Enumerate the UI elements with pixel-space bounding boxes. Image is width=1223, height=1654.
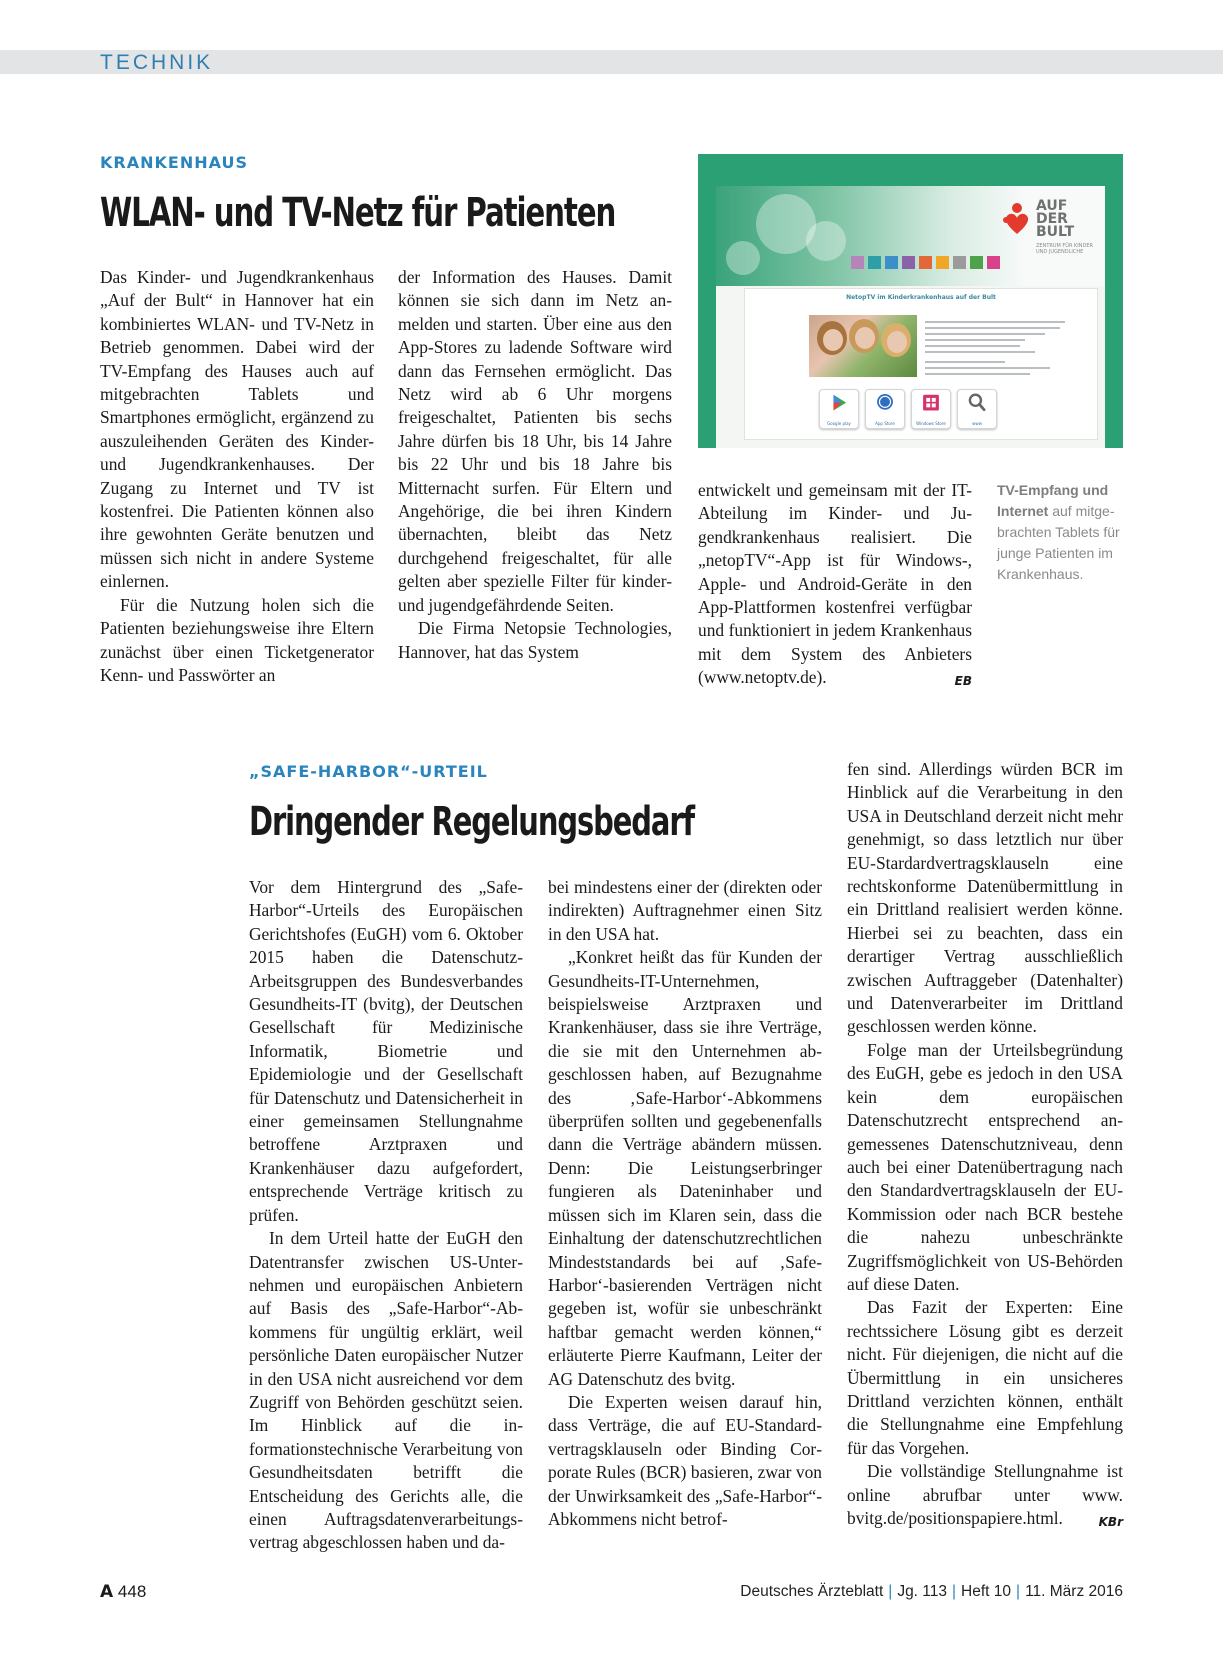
article2-column-2 (548, 876, 822, 1531)
article2-col1-para-1: Vor dem Hintergrund des „Safe-Harbor“-Urteils des Europäischen Gerichtshofes (EuGH) vom 6. Oktober 2015 haben die Datenschutz-Arbeitsgruppen des Bundesverbandes Gesundheits-IT (bvitg), der Deutschen Gesellschaft für Medizinische Informatik, Biometrie und Epidemiologie und der Gesellschaft für Datenschutz und Datensicherheit in einer gemeinsamen Stellungnahme betroffene Arztpraxen und Krankenhäuser dazu aufgefordert, entsprechende Verträge kritisch zu prüfen. (249, 877, 523, 1225)
article2-col2-para-2: „Konkret heißt das für Kunden der Gesundheits-IT-Unternehmen, beispielsweise Arztpraxen und Krankenhäuser, dass sie ihre Verträge, die sie mit den Unternehmen abgeschlossen haben, auf Bezugnahme des ‚Safe-Harbor‘-Abkommens überprüfen sollten und gegebenenfalls dann die Verträge abändern müssen. Denn: Die Leistungserbringer fungieren als Dateninhaber und müssen sich im Klaren sein, dass die Einhaltung der datenschutzrechtlichen Mindeststandards bei auf ‚Safe-Harbor‘-basierenden Verträgen nicht gegeben ist, wofür sie unbeschränkt haftbar gemacht werden können,“ erläuterte Pierre Kaufmann, Leiter der AG Datenschutz des bvitg. (548, 947, 822, 1389)
text-line (925, 327, 1060, 329)
text-line (925, 351, 1035, 353)
website-content-box (744, 288, 1098, 440)
google-play-button[interactable] (819, 389, 859, 429)
color-swatch (919, 256, 932, 269)
article1-figure (698, 154, 1123, 448)
windows-store-button[interactable] (911, 389, 951, 429)
journal-date: 11. März 2016 (1025, 1583, 1123, 1600)
footer-separator: | (888, 1583, 893, 1600)
color-swatch (987, 256, 1000, 269)
web-button[interactable] (957, 389, 997, 429)
article1-signature: EB (954, 674, 972, 689)
article2-col2-para-1: bei mindestens einer der (direkten oder indirekten) Auftragnehmer einen Sitz in den USA hat. (548, 877, 822, 944)
logo-line: BULT (1036, 224, 1075, 240)
color-swatch (868, 256, 881, 269)
article1-column-2 (398, 266, 672, 664)
article2-title: Dringender Regelungsbedarf (249, 799, 695, 845)
color-swatch (970, 256, 983, 269)
color-swatch (851, 256, 864, 269)
logo-line: AUF (1036, 198, 1068, 214)
article2-kicker: „SAFE-HARBOR“-URTEIL (249, 762, 488, 781)
website-screenshot (716, 186, 1105, 448)
website-heading: NetopTV im Kinderkrankenhaus auf der Bult (846, 294, 996, 301)
banner-bubble (726, 241, 760, 275)
app-store-button[interactable] (865, 389, 905, 429)
journal-info (740, 1583, 1123, 1601)
page-number (100, 1582, 146, 1602)
color-swatch (902, 256, 915, 269)
article2-col3-para-4: Die vollständige Stellungnahme ist online abrufbar unter www. bvitg.de/positionspapiere.html. (847, 1461, 1123, 1528)
article2-column-3 (847, 758, 1123, 1534)
article1-col1-para-1: Das Kinder- und Jugendkrankenhaus „Auf der Bult“ in Hannover hat ein kombiniertes WLAN- und TV-Netz in Betrieb genommen. Dabei wird der TV-Empfang des Hauses auch auf mitgebrachten Tablets und Smartphones ermöglicht, ergänzend zu auszuleihenden Geräten des Kinder- und Jugendkrankenhauses. Der Zugang zu Internet und TV ist kostenfrei. Die Patienten können also ihre gewohnten Geräte benutzen und müssen sich nicht in andere Systeme einlernen. (100, 267, 374, 592)
text-line (925, 373, 1030, 375)
journal-name: Deutsches Ärzteblatt (740, 1583, 884, 1600)
journal-issue: Heft 10 (961, 1583, 1012, 1600)
article2-col2-para-3: Die Experten weisen darauf hin, dass Verträge, die auf EU-Standardvertragsklauseln oder Binding Corporate Rules (BCR) basieren, zwar von der Unwirksamkeit des „Safe-Harbor“-Abkommens nicht betrof- (548, 1391, 822, 1529)
article2-signature: KBr (1098, 1515, 1123, 1529)
text-line (925, 345, 1020, 347)
journal-volume: Jg. 113 (897, 1583, 948, 1600)
article1-col1-para-2: Für die Nutzung holen sich die Patienten beziehungsweise ihre Eltern zunächst über einen Ticketgenerator Kenn- und Passwörter an (100, 594, 374, 685)
article2-col3-para-3: Das Fazit der Experten: Eine rechtssichere Lösung gibt es derzeit nicht. Für diejenigen, die nicht auf die Übermittlung in ein unsicheres Drittland verzichten können, enthält die Stellungnahme eine Empfehlung für das Vorgehen. (847, 1297, 1123, 1458)
caption-bold: TV-Empfang und Internet (997, 482, 1109, 519)
store-label: App Store (875, 421, 895, 426)
color-swatch (936, 256, 949, 269)
heart-logo-icon (1002, 202, 1032, 236)
article2-column-1 (249, 876, 523, 1555)
store-label: Windows Store (916, 421, 946, 426)
article2-col1-para-2: In dem Urteil hatte der EuGH den Datentransfer zwischen US-Unternehmen und europäischen Anbietern auf Basis des „Safe-Harbor“-Abkommens für ungültig erklärt, weil persönliche Daten europäischer Nutzer in den USA nicht ausreichend vor dem Zugriff von Behörden geschützt seien. Im Hinblick auf die informationstechnische Verarbeitung von Gesundheitsdaten betrifft die Entscheidung des Gerichts alle, die einen Auftragsdatenverarbeitungsvertrag abgeschlossen haben und da- (249, 1228, 523, 1553)
children-photo (809, 315, 917, 377)
windows-store-icon (912, 390, 950, 420)
article1-col2-para-1: der Information des Hauses. Damit können sie sich dann im Netz anmelden und starten. Über eine aus den App-Stores zu ladende Software wird dann das Fernsehen ermöglicht. Das Netz wird ab 6 Uhr morgens freigeschaltet, Patienten bis sechs Jahre dürfen bis 18 Uhr, bis 14 Jahre bis 22 Uhr und bis 18 Jahre bis Mitternacht surfen. Für Eltern und Angehörige, die bei ihren Kindern übernachten, bleibt das Netz durchgehend freigeschaltet, für alle gelten aber spezielle Filter für kinder- und jugendgefährdende Seiten. (398, 267, 672, 615)
color-swatch (885, 256, 898, 269)
logo-wordmark (1036, 200, 1096, 239)
article2-col3-para-1: fen sind. Allerdings würden BCR im Hinblick auf die Verarbeitung in den USA in Deutschland derzeit nicht mehr genehmigt, so dass letztlich nur über EU-Stardardvertragsklauseln eine rechtskonforme Datenübermittlung in ein Drittland realisiert werden könne. Hierbei sei zu beachten, dass ein derartiger Vertrag ausschließlich zwischen Auftraggeber (Datenhalter) und Datenverarbeiter im Drittland geschlossen werden könne. (847, 759, 1123, 1037)
google-play-icon (820, 390, 858, 420)
article1-col3-para-1: entwickelt und gemeinsam mit der IT-Abteilung im Kinder- und Jugendkrankenhaus realisiert. Die „netopTV“-App ist für Windows-, Apple- und Android-Geräte in den App-Plattformen kostenfrei verfügbar und funktioniert in jedem Krankenhaus mit dem System des Anbieters (www.netoptv.de). (698, 480, 972, 688)
text-line (925, 339, 1025, 341)
store-label: www (972, 421, 982, 426)
caption-text: auf mitgebrachten Tablets für junge Patienten im Krankenhaus. (997, 503, 1120, 582)
color-swatch (953, 256, 966, 269)
magnifier-icon (958, 390, 996, 420)
text-line (925, 361, 1005, 363)
store-label: Google play (827, 421, 851, 426)
text-line (925, 333, 1045, 335)
banner-bubble (806, 221, 846, 261)
figure-caption (997, 480, 1127, 585)
section-label: TECHNIK (100, 51, 214, 74)
article1-column-1 (100, 266, 374, 687)
article1-col2-para-2: Die Firma Netopsie Technologies, Hannover, hat das System (398, 618, 672, 662)
footer-separator: | (1016, 1583, 1021, 1600)
article1-column-3 (698, 479, 972, 694)
text-line (925, 367, 1050, 369)
article2-col3-para-2: Folge man der Urteilsbegründung des EuGH, gebe es jedoch in den USA kein dem europäischen Datenschutzrecht entsprechend angemessenes Datenschutzniveau, denn auch bei einer Datenübertragung nach den Standardvertragsklauseln der EU-Kommission oder nach BCR bestehe die nahezu unbeschränkte Zugriffsmöglichkeit von US-Behörden auf diese Daten. (847, 1039, 1123, 1294)
app-store-icon (866, 390, 904, 420)
article1-kicker: KRANKENHAUS (100, 153, 249, 172)
page-number-value: 448 (117, 1582, 147, 1601)
text-line (925, 321, 1065, 323)
logo-line: DER (1036, 211, 1068, 227)
article1-title: WLAN- und TV-Netz für Patienten (100, 190, 616, 236)
footer-separator: | (952, 1583, 957, 1600)
page-prefix: A (100, 1582, 114, 1602)
logo-subtitle: ZENTRUM FÜR KINDER UND JUGENDLICHE (1036, 243, 1093, 255)
